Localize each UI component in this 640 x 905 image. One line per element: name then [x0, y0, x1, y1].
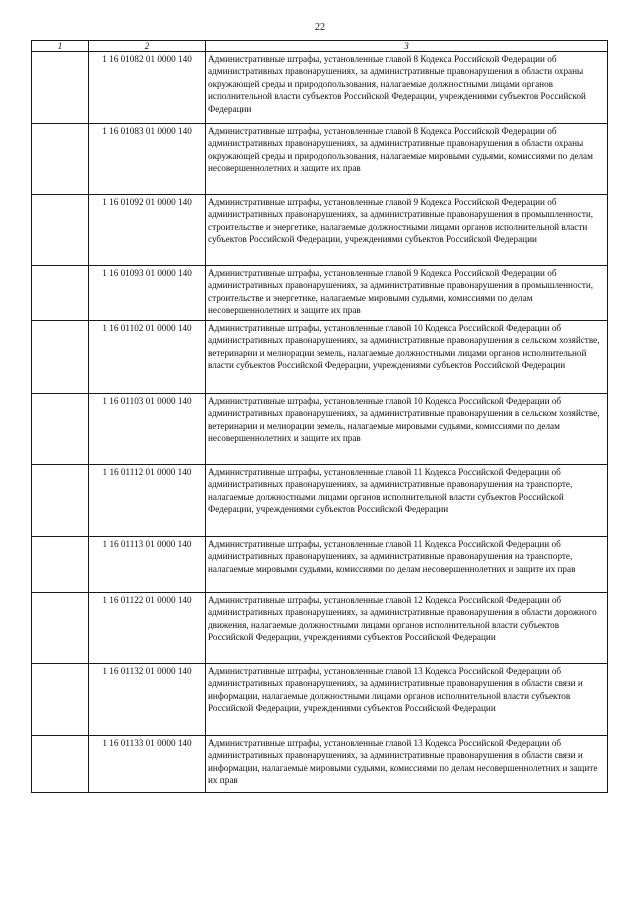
- code-cell: 1 16 01112 01 0000 140: [89, 465, 206, 537]
- table-row: [32, 321, 608, 394]
- description-cell: Административные штрафы, установленные главой 8 Кодекса Российской Федерации об административных правонарушениях, за административные правонарушения в области охраны окружающей среды и природопользования, налагаемые мировыми судьями, комиссиями по делам несовершеннолетних и защите их прав: [206, 124, 608, 195]
- table-row: [32, 593, 608, 664]
- row-number-cell: [32, 124, 89, 195]
- codes-table: [31, 40, 608, 793]
- code-cell: 1 16 01082 01 0000 140: [89, 52, 206, 124]
- table-row: [32, 124, 608, 195]
- table-row: [32, 266, 608, 321]
- row-number-cell: [32, 736, 89, 793]
- table-row: [32, 52, 608, 124]
- row-number-cell: [32, 664, 89, 736]
- row-number-cell: [32, 537, 89, 593]
- code-cell: 1 16 01133 01 0000 140: [89, 736, 206, 793]
- code-cell: 1 16 01122 01 0000 140: [89, 593, 206, 664]
- row-number-cell: [32, 266, 89, 321]
- table-row: [32, 394, 608, 465]
- code-cell: 1 16 01113 01 0000 140: [89, 537, 206, 593]
- table-header-row: [32, 41, 608, 52]
- table-row: [32, 664, 608, 736]
- description-cell: Административные штрафы, установленные главой 10 Кодекса Российской Федерации об административных правонарушениях, за административные правонарушения в сельском хозяйстве, ветеринарии и мелиорации земель, налагаемые должностными лицами органов исполнительной власти субъектов Российской Федерации, учреждениями субъектов Российской Федерации: [206, 321, 608, 394]
- table-row: [32, 465, 608, 537]
- code-cell: 1 16 01092 01 0000 140: [89, 195, 206, 266]
- table-row: [32, 736, 608, 793]
- description-cell: Административные штрафы, установленные главой 13 Кодекса Российской Федерации об административных правонарушениях, за административные правонарушения в области связи и информации, налагаемые должностными лицами органов исполнительной власти субъектов Российской Федерации, учреждениями субъектов Российской Федерации: [206, 664, 608, 736]
- header-col-2: 2: [89, 41, 206, 52]
- description-cell: Административные штрафы, установленные главой 13 Кодекса Российской Федерации об административных правонарушениях, за административные правонарушения в области связи и информации, налагаемые мировыми судьями, комиссиями по делам несовершеннолетних и защите их прав: [206, 736, 608, 793]
- row-number-cell: [32, 195, 89, 266]
- code-cell: 1 16 01083 01 0000 140: [89, 124, 206, 195]
- description-cell: Административные штрафы, установленные главой 9 Кодекса Российской Федерации об административных правонарушениях, за административные правонарушения в промышленности, строительстве и энергетике, налагаемые мировыми судьями, комиссиями по делам несовершеннолетних и защите их прав: [206, 266, 608, 321]
- header-col-1: 1: [32, 41, 89, 52]
- description-cell: Административные штрафы, установленные главой 11 Кодекса Российской Федерации об административных правонарушениях, за административные правонарушения на транспорте, налагаемые должностными лицами органов исполнительной власти субъектов Российской Федерации, учреждениями субъектов Российской Федерации: [206, 465, 608, 537]
- description-cell: Административные штрафы, установленные главой 10 Кодекса Российской Федерации об административных правонарушениях, за административные правонарушения в сельском хозяйстве, ветеринарии и мелиорации земель, налагаемые мировыми судьями, комиссиями по делам несовершеннолетних и защите их прав: [206, 394, 608, 465]
- row-number-cell: [32, 394, 89, 465]
- code-cell: 1 16 01093 01 0000 140: [89, 266, 206, 321]
- table-row: [32, 537, 608, 593]
- page-number: 22: [315, 22, 325, 33]
- code-cell: 1 16 01132 01 0000 140: [89, 664, 206, 736]
- row-number-cell: [32, 465, 89, 537]
- code-cell: 1 16 01102 01 0000 140: [89, 321, 206, 394]
- description-cell: Административные штрафы, установленные главой 8 Кодекса Российской Федерации об административных правонарушениях, за административные правонарушения в области охраны окружающей среды и природопользования, налагаемые должностными лицами органов исполнительной власти субъектов Российской Федерации, учреждениями субъектов Российской Федерации: [206, 52, 608, 124]
- table-row: [32, 195, 608, 266]
- description-cell: Административные штрафы, установленные главой 11 Кодекса Российской Федерации об административных правонарушениях, за административные правонарушения на транспорте, налагаемые мировыми судьями, комиссиями по делам несовершеннолетних и защите их прав: [206, 537, 608, 593]
- code-cell: 1 16 01103 01 0000 140: [89, 394, 206, 465]
- row-number-cell: [32, 593, 89, 664]
- header-col-3: 3: [206, 41, 608, 52]
- row-number-cell: [32, 321, 89, 394]
- description-cell: Административные штрафы, установленные главой 12 Кодекса Российской Федерации об административных правонарушениях, за административные правонарушения в области дорожного движения, налагаемые должностными лицами органов исполнительной власти субъектов Российской Федерации, учреждениями субъектов Российской Федерации: [206, 593, 608, 664]
- row-number-cell: [32, 52, 89, 124]
- description-cell: Административные штрафы, установленные главой 9 Кодекса Российской Федерации об административных правонарушениях, за административные правонарушения в промышленности, строительстве и энергетике, налагаемые должностными лицами органов исполнительной власти субъектов Российской Федерации, учреждениями субъектов Российской Федерации: [206, 195, 608, 266]
